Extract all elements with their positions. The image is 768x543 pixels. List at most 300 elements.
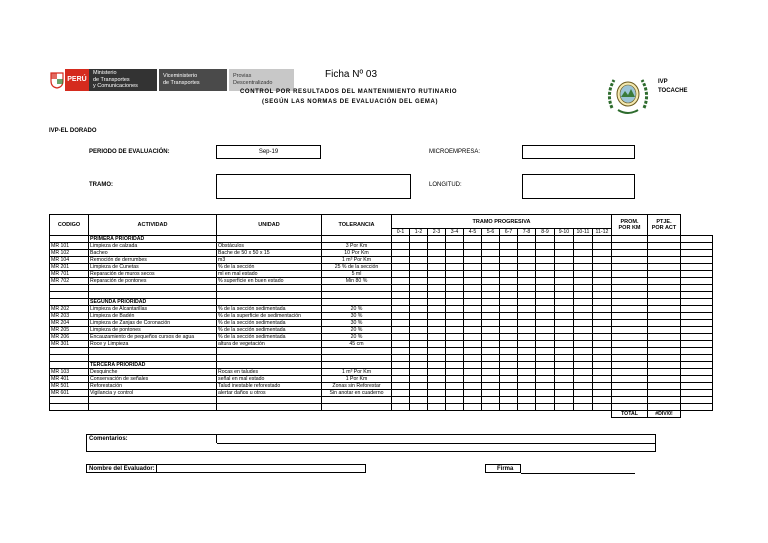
- score-cell[interactable]: [555, 383, 574, 390]
- empty-cell[interactable]: [536, 292, 555, 299]
- score-cell[interactable]: [500, 341, 518, 348]
- score-cell[interactable]: [574, 250, 593, 257]
- score-cell[interactable]: [612, 341, 648, 348]
- score-cell[interactable]: [500, 271, 518, 278]
- microempresa-field[interactable]: [522, 145, 635, 159]
- score-cell[interactable]: [536, 271, 555, 278]
- score-cell[interactable]: [518, 383, 536, 390]
- empty-cell[interactable]: [536, 285, 555, 292]
- score-cell[interactable]: [482, 390, 500, 397]
- empty-cell[interactable]: [518, 348, 536, 355]
- score-cell[interactable]: [464, 313, 482, 320]
- empty-cell[interactable]: [593, 285, 612, 292]
- score-cell[interactable]: [428, 250, 446, 257]
- score-cell[interactable]: [428, 390, 446, 397]
- score-cell[interactable]: [681, 376, 713, 383]
- score-cell[interactable]: [648, 243, 681, 250]
- score-cell[interactable]: [574, 278, 593, 285]
- score-cell[interactable]: [392, 271, 410, 278]
- score-cell[interactable]: [410, 376, 428, 383]
- empty-cell[interactable]: [410, 397, 428, 404]
- score-cell[interactable]: [574, 306, 593, 313]
- score-cell[interactable]: [446, 278, 464, 285]
- score-cell[interactable]: [518, 250, 536, 257]
- empty-cell[interactable]: [648, 285, 681, 292]
- empty-cell[interactable]: [392, 348, 410, 355]
- score-cell[interactable]: [574, 271, 593, 278]
- periodo-field[interactable]: Sep-19: [216, 145, 321, 159]
- score-cell[interactable]: [410, 271, 428, 278]
- empty-cell[interactable]: [612, 404, 648, 411]
- score-cell[interactable]: [612, 369, 648, 376]
- score-cell[interactable]: [612, 320, 648, 327]
- score-cell[interactable]: [574, 243, 593, 250]
- empty-cell[interactable]: [464, 397, 482, 404]
- score-cell[interactable]: [446, 313, 464, 320]
- score-cell[interactable]: [648, 306, 681, 313]
- score-cell[interactable]: [536, 278, 555, 285]
- score-cell[interactable]: [536, 376, 555, 383]
- score-cell[interactable]: [574, 376, 593, 383]
- score-cell[interactable]: [392, 250, 410, 257]
- empty-cell[interactable]: [464, 285, 482, 292]
- score-cell[interactable]: [593, 369, 612, 376]
- empty-cell[interactable]: [482, 397, 500, 404]
- score-cell[interactable]: [482, 278, 500, 285]
- score-cell[interactable]: [482, 250, 500, 257]
- score-cell[interactable]: [410, 306, 428, 313]
- score-cell[interactable]: [464, 383, 482, 390]
- empty-cell[interactable]: [518, 397, 536, 404]
- empty-cell[interactable]: [648, 355, 681, 362]
- score-cell[interactable]: [500, 306, 518, 313]
- empty-cell[interactable]: [500, 397, 518, 404]
- empty-cell[interactable]: [428, 397, 446, 404]
- score-cell[interactable]: [648, 313, 681, 320]
- empty-cell[interactable]: [518, 292, 536, 299]
- score-cell[interactable]: [464, 320, 482, 327]
- empty-cell[interactable]: [446, 355, 464, 362]
- empty-cell[interactable]: [574, 292, 593, 299]
- score-cell[interactable]: [593, 243, 612, 250]
- empty-cell[interactable]: [574, 404, 593, 411]
- score-cell[interactable]: [555, 271, 574, 278]
- score-cell[interactable]: [518, 264, 536, 271]
- score-cell[interactable]: [681, 250, 713, 257]
- score-cell[interactable]: [648, 327, 681, 334]
- empty-cell[interactable]: [446, 397, 464, 404]
- score-cell[interactable]: [482, 369, 500, 376]
- empty-cell[interactable]: [428, 292, 446, 299]
- score-cell[interactable]: [518, 369, 536, 376]
- score-cell[interactable]: [392, 369, 410, 376]
- score-cell[interactable]: [428, 257, 446, 264]
- score-cell[interactable]: [482, 306, 500, 313]
- empty-cell[interactable]: [593, 355, 612, 362]
- score-cell[interactable]: [500, 327, 518, 334]
- empty-cell[interactable]: [500, 285, 518, 292]
- score-cell[interactable]: [446, 243, 464, 250]
- score-cell[interactable]: [555, 369, 574, 376]
- score-cell[interactable]: [648, 264, 681, 271]
- empty-cell[interactable]: [518, 404, 536, 411]
- score-cell[interactable]: [392, 278, 410, 285]
- score-cell[interactable]: [500, 278, 518, 285]
- score-cell[interactable]: [536, 320, 555, 327]
- score-cell[interactable]: [648, 390, 681, 397]
- empty-cell[interactable]: [555, 292, 574, 299]
- score-cell[interactable]: [464, 306, 482, 313]
- empty-cell[interactable]: [593, 292, 612, 299]
- score-cell[interactable]: [392, 390, 410, 397]
- score-cell[interactable]: [518, 313, 536, 320]
- score-cell[interactable]: [410, 313, 428, 320]
- score-cell[interactable]: [392, 264, 410, 271]
- empty-cell[interactable]: [536, 397, 555, 404]
- empty-cell[interactable]: [500, 404, 518, 411]
- empty-cell[interactable]: [536, 404, 555, 411]
- score-cell[interactable]: [555, 264, 574, 271]
- empty-cell[interactable]: [482, 404, 500, 411]
- empty-cell[interactable]: [482, 292, 500, 299]
- score-cell[interactable]: [464, 243, 482, 250]
- score-cell[interactable]: [410, 390, 428, 397]
- score-cell[interactable]: [593, 327, 612, 334]
- empty-cell[interactable]: [612, 285, 648, 292]
- score-cell[interactable]: [555, 334, 574, 341]
- empty-cell[interactable]: [574, 348, 593, 355]
- score-cell[interactable]: [446, 376, 464, 383]
- score-cell[interactable]: [574, 327, 593, 334]
- score-cell[interactable]: [428, 376, 446, 383]
- score-cell[interactable]: [410, 264, 428, 271]
- score-cell[interactable]: [612, 250, 648, 257]
- score-cell[interactable]: [593, 376, 612, 383]
- score-cell[interactable]: [574, 383, 593, 390]
- longitud-field[interactable]: [522, 174, 635, 199]
- score-cell[interactable]: [574, 341, 593, 348]
- score-cell[interactable]: [410, 257, 428, 264]
- tramo-field[interactable]: [216, 174, 411, 199]
- score-cell[interactable]: [648, 369, 681, 376]
- score-cell[interactable]: [500, 313, 518, 320]
- score-cell[interactable]: [410, 334, 428, 341]
- empty-cell[interactable]: [555, 285, 574, 292]
- empty-cell[interactable]: [500, 355, 518, 362]
- score-cell[interactable]: [555, 306, 574, 313]
- empty-cell[interactable]: [428, 355, 446, 362]
- score-cell[interactable]: [648, 320, 681, 327]
- score-cell[interactable]: [392, 313, 410, 320]
- empty-cell[interactable]: [555, 355, 574, 362]
- score-cell[interactable]: [612, 278, 648, 285]
- empty-cell[interactable]: [518, 285, 536, 292]
- score-cell[interactable]: [446, 334, 464, 341]
- score-cell[interactable]: [518, 243, 536, 250]
- score-cell[interactable]: [446, 306, 464, 313]
- empty-cell[interactable]: [446, 285, 464, 292]
- score-cell[interactable]: [482, 327, 500, 334]
- score-cell[interactable]: [392, 334, 410, 341]
- empty-cell[interactable]: [482, 348, 500, 355]
- score-cell[interactable]: [593, 306, 612, 313]
- score-cell[interactable]: [464, 390, 482, 397]
- score-cell[interactable]: [555, 327, 574, 334]
- score-cell[interactable]: [410, 383, 428, 390]
- score-cell[interactable]: [446, 383, 464, 390]
- score-cell[interactable]: [500, 264, 518, 271]
- empty-cell[interactable]: [500, 348, 518, 355]
- score-cell[interactable]: [612, 264, 648, 271]
- score-cell[interactable]: [612, 327, 648, 334]
- score-cell[interactable]: [446, 341, 464, 348]
- score-cell[interactable]: [648, 250, 681, 257]
- score-cell[interactable]: [536, 341, 555, 348]
- empty-cell[interactable]: [464, 292, 482, 299]
- empty-cell[interactable]: [574, 397, 593, 404]
- empty-cell[interactable]: [392, 285, 410, 292]
- score-cell[interactable]: [555, 320, 574, 327]
- score-cell[interactable]: [428, 341, 446, 348]
- score-cell[interactable]: [410, 341, 428, 348]
- score-cell[interactable]: [500, 250, 518, 257]
- score-cell[interactable]: [536, 257, 555, 264]
- score-cell[interactable]: [648, 376, 681, 383]
- score-cell[interactable]: [648, 271, 681, 278]
- score-cell[interactable]: [482, 271, 500, 278]
- score-cell[interactable]: [392, 383, 410, 390]
- score-cell[interactable]: [482, 376, 500, 383]
- empty-cell[interactable]: [574, 285, 593, 292]
- score-cell[interactable]: [536, 250, 555, 257]
- score-cell[interactable]: [536, 243, 555, 250]
- empty-cell[interactable]: [555, 404, 574, 411]
- score-cell[interactable]: [392, 257, 410, 264]
- score-cell[interactable]: [536, 369, 555, 376]
- score-cell[interactable]: [648, 257, 681, 264]
- empty-cell[interactable]: [648, 404, 681, 411]
- score-cell[interactable]: [555, 278, 574, 285]
- evaluador-field[interactable]: [86, 464, 366, 473]
- score-cell[interactable]: [428, 306, 446, 313]
- score-cell[interactable]: [612, 257, 648, 264]
- score-cell[interactable]: [574, 257, 593, 264]
- score-cell[interactable]: [681, 383, 713, 390]
- score-cell[interactable]: [593, 313, 612, 320]
- score-cell[interactable]: [574, 320, 593, 327]
- empty-cell[interactable]: [482, 285, 500, 292]
- score-cell[interactable]: [536, 306, 555, 313]
- empty-cell[interactable]: [410, 285, 428, 292]
- score-cell[interactable]: [500, 243, 518, 250]
- score-cell[interactable]: [518, 390, 536, 397]
- empty-cell[interactable]: [446, 404, 464, 411]
- score-cell[interactable]: [681, 341, 713, 348]
- score-cell[interactable]: [536, 313, 555, 320]
- score-cell[interactable]: [612, 243, 648, 250]
- score-cell[interactable]: [482, 264, 500, 271]
- empty-cell[interactable]: [410, 292, 428, 299]
- empty-cell[interactable]: [410, 348, 428, 355]
- score-cell[interactable]: [681, 264, 713, 271]
- score-cell[interactable]: [555, 390, 574, 397]
- score-cell[interactable]: [428, 271, 446, 278]
- score-cell[interactable]: [428, 313, 446, 320]
- score-cell[interactable]: [428, 327, 446, 334]
- score-cell[interactable]: [555, 243, 574, 250]
- score-cell[interactable]: [464, 264, 482, 271]
- score-cell[interactable]: [648, 334, 681, 341]
- empty-cell[interactable]: [574, 355, 593, 362]
- empty-cell[interactable]: [612, 292, 648, 299]
- score-cell[interactable]: [482, 334, 500, 341]
- score-cell[interactable]: [410, 369, 428, 376]
- score-cell[interactable]: [446, 369, 464, 376]
- empty-cell[interactable]: [500, 292, 518, 299]
- empty-cell[interactable]: [392, 292, 410, 299]
- score-cell[interactable]: [482, 320, 500, 327]
- score-cell[interactable]: [536, 390, 555, 397]
- score-cell[interactable]: [681, 306, 713, 313]
- empty-cell[interactable]: [612, 397, 648, 404]
- score-cell[interactable]: [555, 376, 574, 383]
- empty-cell[interactable]: [446, 348, 464, 355]
- score-cell[interactable]: [410, 243, 428, 250]
- score-cell[interactable]: [536, 383, 555, 390]
- score-cell[interactable]: [555, 250, 574, 257]
- score-cell[interactable]: [446, 264, 464, 271]
- score-cell[interactable]: [612, 383, 648, 390]
- score-cell[interactable]: [518, 327, 536, 334]
- score-cell[interactable]: [574, 313, 593, 320]
- score-cell[interactable]: [681, 320, 713, 327]
- empty-cell[interactable]: [428, 285, 446, 292]
- score-cell[interactable]: [446, 320, 464, 327]
- score-cell[interactable]: [482, 313, 500, 320]
- empty-cell[interactable]: [518, 355, 536, 362]
- score-cell[interactable]: [681, 278, 713, 285]
- score-cell[interactable]: [518, 320, 536, 327]
- score-cell[interactable]: [681, 243, 713, 250]
- score-cell[interactable]: [428, 278, 446, 285]
- empty-cell[interactable]: [648, 397, 681, 404]
- empty-cell[interactable]: [482, 355, 500, 362]
- empty-cell[interactable]: [648, 348, 681, 355]
- empty-cell[interactable]: [428, 404, 446, 411]
- score-cell[interactable]: [500, 257, 518, 264]
- score-cell[interactable]: [593, 383, 612, 390]
- score-cell[interactable]: [648, 278, 681, 285]
- empty-cell[interactable]: [612, 355, 648, 362]
- score-cell[interactable]: [500, 320, 518, 327]
- score-cell[interactable]: [518, 306, 536, 313]
- score-cell[interactable]: [612, 390, 648, 397]
- score-cell[interactable]: [681, 334, 713, 341]
- score-cell[interactable]: [593, 320, 612, 327]
- empty-cell[interactable]: [410, 355, 428, 362]
- empty-cell[interactable]: [464, 355, 482, 362]
- empty-cell[interactable]: [446, 292, 464, 299]
- score-cell[interactable]: [392, 376, 410, 383]
- score-cell[interactable]: [446, 250, 464, 257]
- score-cell[interactable]: [681, 257, 713, 264]
- score-cell[interactable]: [648, 341, 681, 348]
- score-cell[interactable]: [681, 390, 713, 397]
- score-cell[interactable]: [464, 341, 482, 348]
- score-cell[interactable]: [612, 334, 648, 341]
- score-cell[interactable]: [464, 250, 482, 257]
- score-cell[interactable]: [464, 327, 482, 334]
- empty-cell[interactable]: [428, 348, 446, 355]
- empty-cell[interactable]: [464, 348, 482, 355]
- score-cell[interactable]: [446, 271, 464, 278]
- score-cell[interactable]: [681, 271, 713, 278]
- score-cell[interactable]: [681, 369, 713, 376]
- score-cell[interactable]: [392, 306, 410, 313]
- score-cell[interactable]: [428, 243, 446, 250]
- score-cell[interactable]: [464, 271, 482, 278]
- score-cell[interactable]: [612, 376, 648, 383]
- score-cell[interactable]: [446, 390, 464, 397]
- score-cell[interactable]: [500, 376, 518, 383]
- empty-cell[interactable]: [536, 355, 555, 362]
- score-cell[interactable]: [536, 334, 555, 341]
- empty-cell[interactable]: [392, 397, 410, 404]
- empty-cell[interactable]: [410, 404, 428, 411]
- score-cell[interactable]: [555, 341, 574, 348]
- score-cell[interactable]: [574, 369, 593, 376]
- score-cell[interactable]: [518, 257, 536, 264]
- empty-cell[interactable]: [392, 355, 410, 362]
- score-cell[interactable]: [428, 334, 446, 341]
- score-cell[interactable]: [648, 383, 681, 390]
- score-cell[interactable]: [482, 341, 500, 348]
- score-cell[interactable]: [464, 257, 482, 264]
- empty-cell[interactable]: [593, 397, 612, 404]
- empty-cell[interactable]: [593, 404, 612, 411]
- score-cell[interactable]: [428, 383, 446, 390]
- score-cell[interactable]: [410, 327, 428, 334]
- score-cell[interactable]: [555, 313, 574, 320]
- score-cell[interactable]: [482, 257, 500, 264]
- empty-cell[interactable]: [612, 348, 648, 355]
- score-cell[interactable]: [593, 278, 612, 285]
- score-cell[interactable]: [392, 327, 410, 334]
- score-cell[interactable]: [593, 257, 612, 264]
- score-cell[interactable]: [593, 341, 612, 348]
- score-cell[interactable]: [518, 376, 536, 383]
- score-cell[interactable]: [518, 271, 536, 278]
- score-cell[interactable]: [574, 264, 593, 271]
- score-cell[interactable]: [536, 327, 555, 334]
- score-cell[interactable]: [518, 278, 536, 285]
- score-cell[interactable]: [446, 327, 464, 334]
- score-cell[interactable]: [593, 334, 612, 341]
- score-cell[interactable]: [593, 250, 612, 257]
- empty-cell[interactable]: [555, 348, 574, 355]
- empty-cell[interactable]: [648, 292, 681, 299]
- score-cell[interactable]: [392, 320, 410, 327]
- empty-cell[interactable]: [536, 348, 555, 355]
- score-cell[interactable]: [482, 383, 500, 390]
- score-cell[interactable]: [446, 257, 464, 264]
- empty-cell[interactable]: [392, 404, 410, 411]
- empty-cell[interactable]: [555, 397, 574, 404]
- score-cell[interactable]: [555, 257, 574, 264]
- score-cell[interactable]: [518, 334, 536, 341]
- score-cell[interactable]: [681, 313, 713, 320]
- score-cell[interactable]: [500, 383, 518, 390]
